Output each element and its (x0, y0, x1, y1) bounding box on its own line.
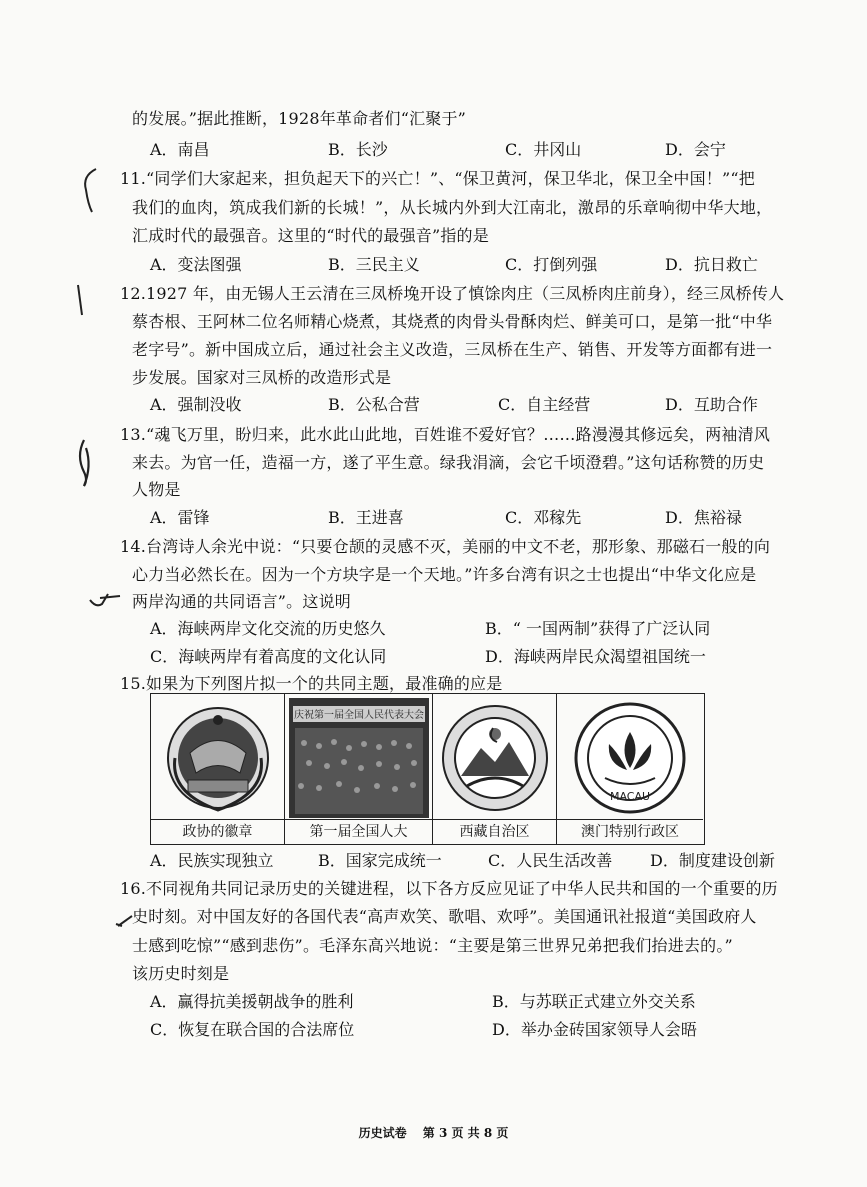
q10-stem-tail: 的发展。”据此推断，1928年革命者们“汇聚于” (132, 109, 467, 128)
q12-line-4: 步发展。国家对三凤桥的改造形式是 (132, 368, 392, 387)
q13-line-1: 13.“魂飞万里，盼归来，此水此山此地，百姓谁不爱好官？……路漫漫其修远矣，两袖清风 (120, 425, 771, 444)
q13-line-3: 人物是 (132, 480, 181, 499)
q15-option-a: A．民族实现独立 (150, 851, 274, 870)
q11-line-2: 我们的血肉，筑成我们新的长城！”，从长城内外到大江南北，激昂的乐章响彻中华大地， (132, 198, 773, 217)
q12-option-c: C．自主经营 (498, 395, 591, 414)
q12-line-2: 蔡杏根、王阿林二位名师精心烧煮，其烧煮的肉骨头骨酥肉烂、鲜美可口，是第一批“中华 (132, 312, 773, 331)
handwritten-bracket-mark (78, 166, 102, 216)
q15-option-c: C．人民生活改善 (488, 851, 613, 870)
footer-page-number: 第 3 页 共 8 页 (422, 1126, 509, 1140)
q15-option-b: B．国家完成统一 (318, 851, 442, 870)
fig-cell-cppcc (151, 694, 285, 844)
macau-emblem-text: MACAU (609, 790, 651, 803)
q14-line-2: 心力当必然长在。因为一个方块字是一个天地。”许多台湾有识之士也提出“中华文化应是 (132, 565, 757, 584)
caption-npc: 第一届全国人大 (285, 819, 432, 844)
page-footer (0, 1124, 867, 1141)
handwritten-stroke-mark (70, 283, 90, 319)
q14-option-a: A．海峡两岸文化交流的历史悠久 (150, 619, 386, 638)
q11-option-d: D．抗日救亡 (665, 255, 758, 274)
fig-cell-macau (557, 694, 703, 844)
q11-line-3: 汇成时代的最强音。这里的“时代的最强音”指的是 (132, 226, 489, 245)
q11-option-b: B．三民主义 (328, 255, 420, 274)
q14-line-3: 两岸沟通的共同语言”。这说明 (132, 592, 351, 611)
handwritten-tick-mark (86, 588, 126, 612)
q16-option-a: A．赢得抗美援朝战争的胜利 (150, 992, 354, 1011)
q16-line-2: 史时刻。对中国友好的各国代表“高声欢笑、歌唱、欢呼”。美国通讯社报道“美国政府人 (132, 907, 757, 926)
q13-line-2: 来去。为官一任，造福一方，遂了平生意。绿我涓滴，会它千顷澄碧。”这句话称赞的历史 (132, 453, 765, 472)
caption-macau: 澳门特别行政区 (557, 819, 703, 844)
q13-option-d: D．焦裕禄 (665, 508, 742, 527)
q11-option-c: C．打倒列强 (505, 255, 598, 274)
q12-option-d: D．互助合作 (665, 395, 758, 414)
q11-option-a: A．变法图强 (150, 255, 242, 274)
q14-line-1: 14.台湾诗人余光中说：“只要仓颉的灵感不灭，美丽的中文不老，那形象、那磁石一般的向 (120, 537, 771, 556)
q16-option-c: C．恢复在联合国的合法席位 (150, 1020, 355, 1039)
macau-emblem-icon (561, 698, 699, 818)
tibet-emblem-icon (437, 698, 553, 818)
q13-option-a: A．雷锋 (150, 508, 210, 527)
q14-option-c: C．海峡两岸有着高度的文化认同 (150, 647, 387, 666)
q15-picture-table (150, 693, 705, 845)
q10-option-b: B．长沙 (328, 140, 388, 159)
q14-option-b: B．“ 一国两制”获得了广泛认同 (485, 619, 711, 638)
q15-line-1: 15.如果为下列图片拟一个的共同主题，最准确的应是 (120, 674, 503, 693)
q13-option-b: B．王进喜 (328, 508, 404, 527)
handwritten-loop-mark (72, 436, 98, 490)
fig-cell-tibet (433, 694, 557, 844)
caption-tibet: 西藏自治区 (433, 819, 556, 844)
footer-subject: 历史试卷 (358, 1126, 407, 1140)
fig-cell-npc (285, 694, 433, 844)
q12-line-3: 老字号”。新中国成立后，通过社会主义改造，三凤桥在生产、销售、开发等方面都有进一 (132, 340, 773, 359)
q11-line-1: 11.“同学们大家起来，担负起天下的兴亡！”、“保卫黄河，保卫华北，保卫全中国！”“把 (120, 169, 755, 188)
q12-line-1: 12.1927 年，由无锡人王云清在三凤桥堍开设了慎馀肉庄（三凤桥肉庄前身），经三凤桥传人 (120, 284, 785, 303)
q12-option-a: A．强制没收 (150, 395, 242, 414)
q15-option-d: D．制度建设创新 (650, 851, 775, 870)
q10-option-a: A．南昌 (150, 140, 210, 159)
npc-photo-image (289, 698, 429, 818)
q16-line-1: 16.不同视角共同记录历史的关键进程，以下各方反应见证了中华人民共和国的一个重要的历 (120, 879, 778, 898)
q16-line-4: 该历史时刻是 (132, 964, 230, 983)
q16-option-b: B．与苏联正式建立外交关系 (492, 992, 696, 1011)
caption-cppcc: 政协的徽章 (151, 819, 284, 844)
npc-banner-text: 庆祝第一届全国人民代表大会 (294, 710, 424, 721)
q14-option-d: D．海峡两岸民众渴望祖国统一 (485, 647, 706, 666)
handwritten-slash-mark (114, 910, 138, 930)
q10-option-d: D．会宁 (665, 140, 726, 159)
q16-option-d: D．举办金砖国家领导人会晤 (492, 1020, 697, 1039)
q10-option-c: C．井冈山 (505, 140, 582, 159)
q12-option-b: B．公私合营 (328, 395, 420, 414)
cppcc-emblem-icon (155, 698, 281, 818)
q16-line-3: 士感到吃惊”“感到悲伤”。毛泽东高兴地说：“主要是第三世界兄弟把我们抬进去的。” (132, 936, 733, 955)
q13-option-c: C．邓稼先 (505, 508, 582, 527)
